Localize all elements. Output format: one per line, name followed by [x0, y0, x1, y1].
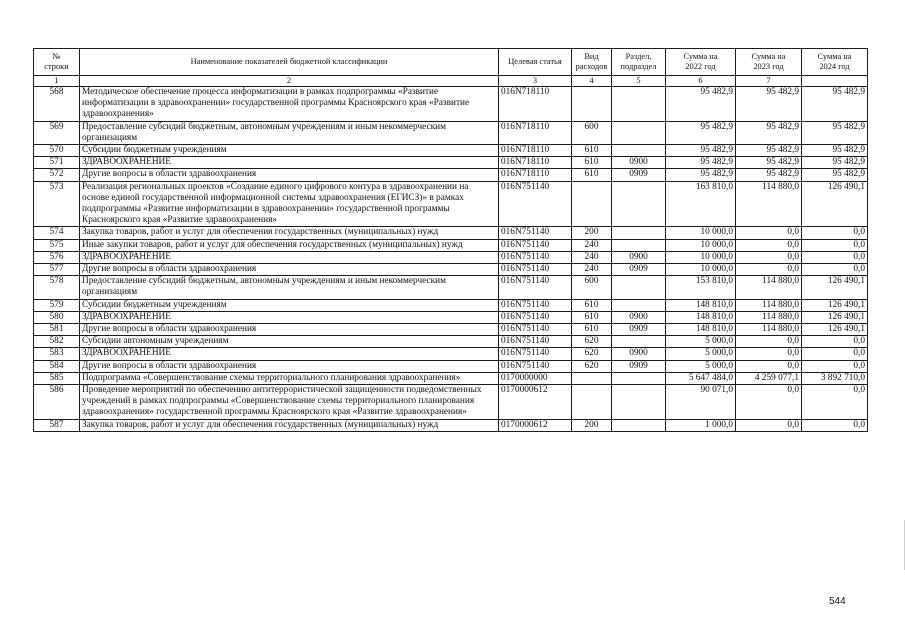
sum-2023: 95 482,9 [736, 87, 802, 122]
section-subsection: 0900 [612, 251, 666, 263]
table-row [34, 251, 868, 263]
table-row [34, 336, 868, 348]
indicator-name: Методическое обеспечение процесса информатизации в рамках подпрограммы «Развитие информатизации в здравоохранении» государственной программы Красноярского края «Развитие здравоохранения» [80, 87, 499, 122]
section-subsection: 0900 [612, 157, 666, 169]
table-row [34, 385, 868, 420]
sum-2023: 114 880,0 [736, 181, 802, 227]
indicator-name: Субсидии бюджетным учреждениям [80, 299, 499, 311]
row-number: 572 [34, 169, 80, 181]
target-article: 016N751140 [499, 324, 572, 336]
expense-type: 240 [572, 239, 612, 251]
sum-2024: 126 490,1 [802, 276, 868, 299]
indicator-name: Другие вопросы в области здравоохранения [80, 264, 499, 276]
sum-2024: 0,0 [802, 251, 868, 263]
sum-2023: 114 880,0 [736, 311, 802, 323]
section-subsection: 0909 [612, 324, 666, 336]
sum-2023: 0,0 [736, 251, 802, 263]
indicator-name: Другие вопросы в области здравоохранения [80, 324, 499, 336]
sum-2024: 0,0 [802, 264, 868, 276]
target-article: 016N718110 [499, 145, 572, 157]
section-subsection: 0900 [612, 311, 666, 323]
sum-2022: 95 482,9 [666, 121, 736, 144]
header-sum-2022: Сумма на 2022 год [666, 49, 736, 76]
colnum-4: 4 [572, 76, 612, 87]
sum-2023: 0,0 [736, 336, 802, 348]
expense-type: 610 [572, 145, 612, 157]
table-row [34, 311, 868, 323]
section-subsection: 0909 [612, 264, 666, 276]
sum-2023: 95 482,9 [736, 157, 802, 169]
row-number: 578 [34, 276, 80, 299]
expense-type [572, 87, 612, 122]
colnum-3: 3 [499, 76, 572, 87]
expense-type [572, 385, 612, 420]
table-row [34, 181, 868, 227]
target-article: 016N751140 [499, 181, 572, 227]
row-number: 585 [34, 372, 80, 384]
target-article: 016N751140 [499, 360, 572, 372]
sum-2024: 0,0 [802, 239, 868, 251]
sum-2022: 5 000,0 [666, 336, 736, 348]
target-article: 016N718110 [499, 169, 572, 181]
indicator-name: ЗДРАВООХРАНЕНИЕ [80, 311, 499, 323]
target-article: 016N751140 [499, 251, 572, 263]
row-number: 586 [34, 385, 80, 420]
indicator-name: Реализация региональных проектов «Создание единого цифрового контура в здравоохранении на основе единой государственной информационной системы здравоохранения (ЕГИСЗ)» в рамках подпрограммы «Развитие информатизации в здравоохранении» государственной программы Красноярского края «Развитие здравоохранения» [80, 181, 499, 227]
sum-2022: 5 647 484,0 [666, 372, 736, 384]
colnum-1: 1 [34, 76, 80, 87]
sum-2022: 95 482,9 [666, 157, 736, 169]
target-article: 016N751140 [499, 336, 572, 348]
row-number: 571 [34, 157, 80, 169]
target-article: 016N751140 [499, 311, 572, 323]
sum-2023: 114 880,0 [736, 299, 802, 311]
section-subsection [612, 419, 666, 431]
row-number: 574 [34, 227, 80, 239]
column-number-row [34, 76, 868, 87]
sum-2023: 0,0 [736, 227, 802, 239]
sum-2022: 163 810,0 [666, 181, 736, 227]
expense-type: 240 [572, 264, 612, 276]
sum-2024: 0,0 [802, 336, 868, 348]
indicator-name: ЗДРАВООХРАНЕНИЕ [80, 157, 499, 169]
indicator-name: ЗДРАВООХРАНЕНИЕ [80, 348, 499, 360]
table-row [34, 360, 868, 372]
expense-type: 620 [572, 348, 612, 360]
target-article: 016N718110 [499, 121, 572, 144]
sum-2024: 0,0 [802, 227, 868, 239]
table-row [34, 264, 868, 276]
sum-2024: 126 490,1 [802, 324, 868, 336]
indicator-name: Закупка товаров, работ и услуг для обеспечения государственных (муниципальных) нужд [80, 227, 499, 239]
indicator-name: Иные закупки товаров, работ и услуг для обеспечения государственных (муниципальных) нужд [80, 239, 499, 251]
target-article: 0170000000 [499, 372, 572, 384]
expense-type: 600 [572, 121, 612, 144]
sum-2024: 126 490,1 [802, 311, 868, 323]
colnum-2: 2 [80, 76, 499, 87]
row-number: 582 [34, 336, 80, 348]
sum-2023: 0,0 [736, 360, 802, 372]
indicator-name: Субсидии автономным учреждениям [80, 336, 499, 348]
section-subsection [612, 276, 666, 299]
sum-2022: 5 000,0 [666, 348, 736, 360]
header-name: Наименование показателей бюджетной классификации [80, 49, 499, 76]
table-row [34, 87, 868, 122]
sum-2023: 114 880,0 [736, 324, 802, 336]
table-row [34, 276, 868, 299]
table-row [34, 348, 868, 360]
sum-2023: 114 880,0 [736, 276, 802, 299]
sum-2022: 10 000,0 [666, 264, 736, 276]
sum-2024: 0,0 [802, 385, 868, 420]
sum-2024: 126 490,1 [802, 181, 868, 227]
sum-2024: 95 482,9 [802, 169, 868, 181]
section-subsection [612, 227, 666, 239]
row-number: 575 [34, 239, 80, 251]
sum-2022: 10 000,0 [666, 227, 736, 239]
sum-2024: 95 482,9 [802, 145, 868, 157]
sum-2023: 95 482,9 [736, 121, 802, 144]
table-body [34, 87, 868, 432]
header-vid: Вид расходов [572, 49, 612, 76]
sum-2023: 0,0 [736, 239, 802, 251]
target-article: 016N718110 [499, 157, 572, 169]
section-subsection [612, 299, 666, 311]
expense-type: 610 [572, 311, 612, 323]
colnum-7: 7 [736, 76, 802, 87]
sum-2022: 95 482,9 [666, 87, 736, 122]
table-row [34, 157, 868, 169]
target-article: 016N751140 [499, 276, 572, 299]
table-row [34, 372, 868, 384]
sum-2024: 0,0 [802, 419, 868, 431]
indicator-name: Закупка товаров, работ и услуг для обеспечения государственных (муниципальных) нужд [80, 419, 499, 431]
sum-2023: 4 259 077,1 [736, 372, 802, 384]
header-code: Целевая статья [499, 49, 572, 76]
row-number: 573 [34, 181, 80, 227]
expense-type: 610 [572, 299, 612, 311]
sum-2023: 0,0 [736, 385, 802, 420]
table-row [34, 239, 868, 251]
sum-2022: 148 810,0 [666, 311, 736, 323]
section-subsection [612, 145, 666, 157]
sum-2024: 3 892 710,0 [802, 372, 868, 384]
section-subsection [612, 181, 666, 227]
section-subsection: 0909 [612, 169, 666, 181]
header-row-no: № строки [34, 49, 80, 76]
colnum-6: 6 [666, 76, 736, 87]
expense-type: 610 [572, 169, 612, 181]
target-article: 016N718110 [499, 87, 572, 122]
section-subsection [612, 336, 666, 348]
section-subsection [612, 121, 666, 144]
expense-type: 200 [572, 419, 612, 431]
sum-2024: 95 482,9 [802, 157, 868, 169]
section-subsection [612, 87, 666, 122]
expense-type: 240 [572, 251, 612, 263]
sum-2022: 1 000,0 [666, 419, 736, 431]
row-number: 581 [34, 324, 80, 336]
sum-2024: 95 482,9 [802, 87, 868, 122]
sum-2023: 0,0 [736, 264, 802, 276]
section-subsection [612, 385, 666, 420]
row-number: 579 [34, 299, 80, 311]
budget-table [33, 48, 868, 432]
row-number: 570 [34, 145, 80, 157]
page-number: 544 [829, 596, 846, 607]
sum-2022: 95 482,9 [666, 169, 736, 181]
header-sum-2024: Сумма на 2024 год [802, 49, 868, 76]
header-sum-2023: Сумма на 2023 год [736, 49, 802, 76]
target-article: 016N751140 [499, 348, 572, 360]
indicator-name: Предоставление субсидий бюджетным, автономным учреждениям и иным некоммерческим организациям [80, 121, 499, 144]
table-row [34, 169, 868, 181]
target-article: 016N751140 [499, 299, 572, 311]
indicator-name: Проведение мероприятий по обеспечению антитеррористической защищенности подведомственных учреждений в рамках подпрограммы «Совершенствование схемы территориального планирования здравоохранения» государственной программы Красноярского края «Развитие здравоохранения» [80, 385, 499, 420]
sum-2023: 0,0 [736, 419, 802, 431]
row-number: 584 [34, 360, 80, 372]
table-row [34, 299, 868, 311]
indicator-name: Другие вопросы в области здравоохранения [80, 360, 499, 372]
indicator-name: Субсидии бюджетным учреждениям [80, 145, 499, 157]
table-row [34, 419, 868, 431]
sum-2024: 0,0 [802, 360, 868, 372]
header-row [34, 49, 868, 76]
expense-type: 610 [572, 324, 612, 336]
indicator-name: Предоставление субсидий бюджетным, автономным учреждениям и иным некоммерческим организациям [80, 276, 499, 299]
row-number: 576 [34, 251, 80, 263]
header-razdel: Раздел, подраздел [612, 49, 666, 76]
expense-type: 610 [572, 157, 612, 169]
section-subsection [612, 372, 666, 384]
table-row [34, 227, 868, 239]
row-number: 577 [34, 264, 80, 276]
table-row [34, 145, 868, 157]
row-number: 583 [34, 348, 80, 360]
sum-2022: 148 810,0 [666, 299, 736, 311]
expense-type [572, 372, 612, 384]
sum-2022: 5 000,0 [666, 360, 736, 372]
section-subsection: 0900 [612, 348, 666, 360]
sum-2023: 0,0 [736, 348, 802, 360]
sum-2022: 90 071,0 [666, 385, 736, 420]
indicator-name: Другие вопросы в области здравоохранения [80, 169, 499, 181]
indicator-name: ЗДРАВООХРАНЕНИЕ [80, 251, 499, 263]
colnum-5: 5 [612, 76, 666, 87]
row-number: 569 [34, 121, 80, 144]
sum-2022: 153 810,0 [666, 276, 736, 299]
section-subsection: 0909 [612, 360, 666, 372]
sum-2022: 10 000,0 [666, 239, 736, 251]
target-article: 016N751140 [499, 239, 572, 251]
expense-type: 200 [572, 227, 612, 239]
expense-type: 620 [572, 360, 612, 372]
sum-2023: 95 482,9 [736, 169, 802, 181]
section-subsection [612, 239, 666, 251]
sum-2024: 126 490,1 [802, 299, 868, 311]
table-row [34, 121, 868, 144]
sum-2022: 148 810,0 [666, 324, 736, 336]
expense-type: 600 [572, 276, 612, 299]
row-number: 580 [34, 311, 80, 323]
target-article: 0170000612 [499, 419, 572, 431]
expense-type: 620 [572, 336, 612, 348]
colnum-8 [802, 76, 868, 87]
sum-2022: 95 482,9 [666, 145, 736, 157]
target-article: 0170000612 [499, 385, 572, 420]
row-number: 587 [34, 419, 80, 431]
sum-2022: 10 000,0 [666, 251, 736, 263]
target-article: 016N751140 [499, 264, 572, 276]
sum-2024: 0,0 [802, 348, 868, 360]
sum-2024: 95 482,9 [802, 121, 868, 144]
sum-2023: 95 482,9 [736, 145, 802, 157]
row-number: 568 [34, 87, 80, 122]
indicator-name: Подпрограмма «Совершенствование схемы территориального планирования здравоохранения» [80, 372, 499, 384]
table-row [34, 324, 868, 336]
target-article: 016N751140 [499, 227, 572, 239]
expense-type [572, 181, 612, 227]
